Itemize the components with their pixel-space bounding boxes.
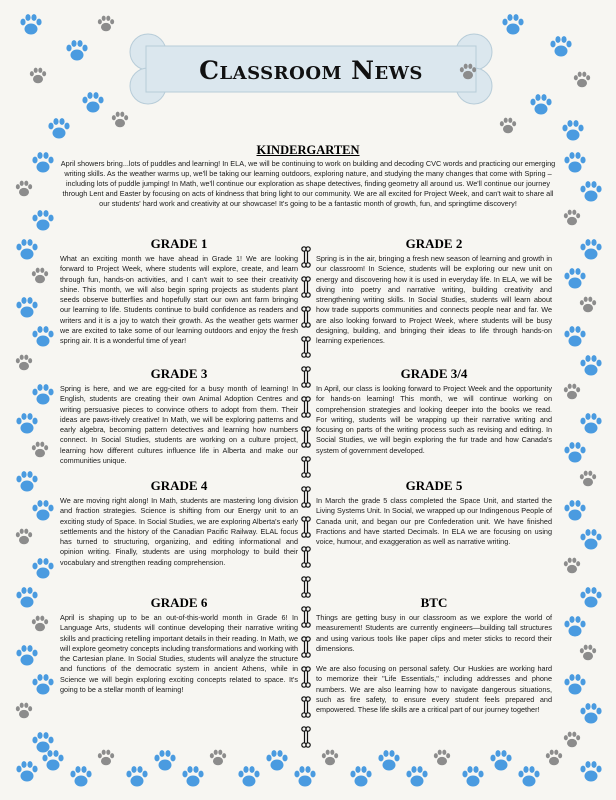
paw-print-icon bbox=[14, 643, 40, 669]
paw-print-icon bbox=[14, 353, 34, 373]
paw-print-icon bbox=[562, 382, 582, 402]
paw-print-icon bbox=[208, 748, 228, 768]
bone-divider-icon bbox=[301, 606, 311, 628]
paw-print-icon bbox=[96, 748, 116, 768]
grade2-text: Spring is in the air, bringing a fresh new season of learning and growth in our classroom! In Science, students will be exploring our new unit on energy and discovering how it is used in everyday life. In ELA, we will be diving into poetry and narrative writing, building creativity and strengthening writing skills. In Social Studies, students will learn about how trade supports communities and connects people near and far. We are also looking forward to Project Week, where students will be busy designing, building, and bringing their ideas to life through hands-on learning experiences. bbox=[316, 254, 552, 345]
paw-print-icon bbox=[30, 440, 50, 460]
grade1-heading: GRADE 1 bbox=[150, 236, 208, 251]
paw-print-icon bbox=[562, 208, 582, 228]
paw-print-icon bbox=[14, 469, 40, 495]
paw-print-icon bbox=[30, 266, 50, 286]
paw-print-icon bbox=[124, 764, 150, 790]
paw-print-icon bbox=[562, 730, 582, 750]
paw-print-icon bbox=[572, 70, 592, 90]
bone-divider-icon bbox=[301, 726, 311, 748]
paw-print-icon bbox=[18, 12, 44, 38]
paw-print-icon bbox=[64, 38, 90, 64]
bone-divider-icon bbox=[301, 336, 311, 358]
paw-print-icon bbox=[348, 764, 374, 790]
paw-print-icon bbox=[30, 382, 56, 408]
paw-print-icon bbox=[578, 701, 604, 727]
paw-print-icon bbox=[80, 90, 106, 116]
paw-print-icon bbox=[578, 179, 604, 205]
page-title: Classroom News bbox=[199, 56, 423, 85]
bone-divider-icon bbox=[301, 516, 311, 538]
bone-divider-icon bbox=[301, 366, 311, 388]
paw-print-icon bbox=[14, 411, 40, 437]
paw-print-icon bbox=[68, 764, 94, 790]
bone-divider-icon bbox=[301, 276, 311, 298]
paw-print-icon bbox=[578, 585, 604, 611]
paw-print-icon bbox=[264, 748, 290, 774]
paw-print-icon bbox=[292, 764, 318, 790]
paw-print-icon bbox=[30, 672, 56, 698]
paw-print-icon bbox=[562, 266, 588, 292]
paw-print-icon bbox=[562, 672, 588, 698]
paw-print-icon bbox=[562, 498, 588, 524]
paw-print-icon bbox=[30, 208, 56, 234]
bone-divider-icon bbox=[301, 636, 311, 658]
paw-print-icon bbox=[578, 469, 598, 489]
paw-print-icon bbox=[236, 764, 262, 790]
bone-divider-icon bbox=[301, 546, 311, 568]
btc-text-2: We are also focusing on personal safety. Our Huskies are working hard to memorize their "Life Essentials," including addresses and phone numbers. We are also learning how to navigate dangerous situations, such as fire safety, to ensure every student feels prepared and empowered. These life skills are a critical part of our journey together! bbox=[316, 664, 552, 714]
paw-print-icon bbox=[560, 118, 586, 144]
paw-print-icon bbox=[30, 556, 56, 582]
paw-print-icon bbox=[578, 353, 604, 379]
paw-print-icon bbox=[14, 527, 34, 547]
paw-print-icon bbox=[46, 116, 72, 142]
btc-heading: BTC bbox=[420, 595, 448, 610]
bone-divider-icon bbox=[301, 576, 311, 598]
paw-print-icon bbox=[14, 585, 40, 611]
grade6-text: April is shaping up to be an out-of-this-world month in Grade 6! In Language Arts, students will continue developing their narrative writing skills and practicing retelling important details in their reading. In Math, we will explore geometry concepts including transformations and working with the Cartesian plane. In Social Studies, students will analyze the structure and functions of the democratic system in ancient Athens, while in Science we will begin exploring exciting concepts related to space. It's going to be a stellar month of learning! bbox=[60, 613, 298, 694]
grade2-heading: GRADE 2 bbox=[405, 236, 463, 251]
paw-print-icon bbox=[30, 324, 56, 350]
bone-divider-icon bbox=[301, 246, 311, 268]
grade1-text: What an exciting month we have ahead in Grade 1! We are looking forward to Project Week, where students will explore, create, and learn through fun, hands-on activities, and I can't wait to see their creativity shine. This month, we will also begin spring projects as students plant seeds observe butterflies and hopefully start our own ant farm bringing our learning to life. Students continue to build confidence as readers and writers and it is a joy to watch their growth. As the weather gets warmer we are excited to take some of our learning outdoors and enjoy the fresh spring air. It is a wonderful time of year! bbox=[60, 254, 298, 345]
paw-print-icon bbox=[40, 748, 66, 774]
grade5-text: In March the grade 5 class completed the Space Unit, and started the Living Systems Unit. In Social, we wrapped up our Indingenous People of Canada unit, and began our pre Confederation unit. We have finished Fractions and have started Decimals. In ELA we are focusing on using voice, humour, and exaggeration as well as narrative writing. bbox=[316, 496, 552, 546]
paw-print-icon bbox=[488, 748, 514, 774]
bone-divider-icon bbox=[301, 696, 311, 718]
paw-print-icon bbox=[460, 764, 486, 790]
paw-print-icon bbox=[14, 179, 34, 199]
grade5-heading: GRADE 5 bbox=[405, 478, 463, 493]
paw-print-icon bbox=[14, 701, 34, 721]
paw-print-icon bbox=[376, 748, 402, 774]
paw-print-icon bbox=[458, 62, 478, 82]
paw-print-icon bbox=[498, 116, 518, 136]
kindergarten-text: April showers bring...lots of puddles and learning! In ELA, we will be continuing to work on building and decoding CVC words and practicing our emerging writing skills. As the weather warms up, we'll be taking our learning outdoors, exploring nature, and studying the many changes that come with Spring – including lots of puddle jumping! In Math, we'll continue our exploration as shape detectives, finding geometry all around us. We'll continue our journey through Lent and Easter by focusing on acts of kindness that bring light to our community. We are all excited for Project Week, and can't wait to share all our students' hard work and creativity at our showcase! It's going to be a fantastic month of growth, fun, and springtime discovery! bbox=[60, 159, 556, 208]
grade6-heading: GRADE 6 bbox=[150, 595, 208, 610]
grade34-text: In April, our class is looking forward to Project Week and the opportunity for hands-on learning! This month, we will continue working on comprehension strategies and looking deeper into the books we read. For writing, students will be wrapping up their narrative writing and focusing on parts of the writing process such as revising and editing. In Social Studies, we will begin exploring the fur trade and how Canada's system of government developed. bbox=[316, 384, 552, 455]
paw-print-icon bbox=[578, 295, 598, 315]
paw-print-icon bbox=[528, 92, 554, 118]
paw-print-icon bbox=[548, 34, 574, 60]
paw-print-icon bbox=[28, 66, 48, 86]
paw-print-icon bbox=[152, 748, 178, 774]
paw-print-icon bbox=[30, 498, 56, 524]
paw-print-icon bbox=[432, 748, 452, 768]
paw-print-icon bbox=[14, 237, 40, 263]
grade4-text: We are moving right along! In Math, students are mastering long division and fraction strategies. Science is shifting from our Energy unit to an exciting study of Space. In Social Studies, we are exploring Alberta's early settlements and the history of the Canadian Pacific Railway. ELAL focus has turned to structuring, organizing, and editing informational and opinion writing. Finally, students are using morphology to build their vocabulary and strengthen reading comprehension. bbox=[60, 496, 298, 567]
bone-divider-icon bbox=[301, 396, 311, 418]
bone-divider-icon bbox=[301, 426, 311, 448]
paw-print-icon bbox=[110, 110, 130, 130]
paw-print-icon bbox=[578, 759, 604, 785]
paw-print-icon bbox=[30, 614, 50, 634]
paw-print-icon bbox=[578, 643, 598, 663]
grade3-heading: GRADE 3 bbox=[150, 366, 208, 381]
paw-print-icon bbox=[578, 237, 604, 263]
paw-print-icon bbox=[516, 764, 542, 790]
paw-print-icon bbox=[578, 411, 604, 437]
paw-print-icon bbox=[404, 764, 430, 790]
paw-print-icon bbox=[14, 295, 40, 321]
paw-print-icon bbox=[578, 527, 604, 553]
btc-text-1: Things are getting busy in our classroom as we explore the world of measurement! Students are currently engineers—building tall structures and using various tools like paper clips and meter sticks to record their dimensions. bbox=[316, 613, 552, 653]
paw-print-icon bbox=[562, 324, 588, 350]
paw-print-icon bbox=[562, 614, 588, 640]
bone-divider-icon bbox=[301, 306, 311, 328]
kindergarten-heading: KINDERGARTEN bbox=[256, 143, 360, 157]
grade3-text: Spring is here, and we are egg-cited for a busy month of learning! In English, students are creating their own Animal Adoption Centres and writing persuasive pieces to convince others to adopt from them. Their ideas are paws-itively creative! In Math, we will be exploring patterns and early algebra, becoming pattern detectives and learning how numbers connect. In Social Studies, students are working on a culture project, learning how different cultures influence life in Alberta and make our communities unique. bbox=[60, 384, 298, 465]
bone-divider-icon bbox=[301, 486, 311, 508]
grade34-heading: GRADE 3/4 bbox=[400, 366, 468, 381]
paw-print-icon bbox=[500, 12, 526, 38]
paw-print-icon bbox=[562, 556, 582, 576]
paw-print-icon bbox=[180, 764, 206, 790]
paw-print-icon bbox=[14, 759, 40, 785]
paw-print-icon bbox=[96, 14, 116, 34]
grade4-heading: GRADE 4 bbox=[150, 478, 208, 493]
paw-print-icon bbox=[544, 748, 564, 768]
bone-divider-icon bbox=[301, 456, 311, 478]
bone-divider-icon bbox=[301, 666, 311, 688]
paw-print-icon bbox=[320, 748, 340, 768]
paw-print-icon bbox=[562, 440, 588, 466]
